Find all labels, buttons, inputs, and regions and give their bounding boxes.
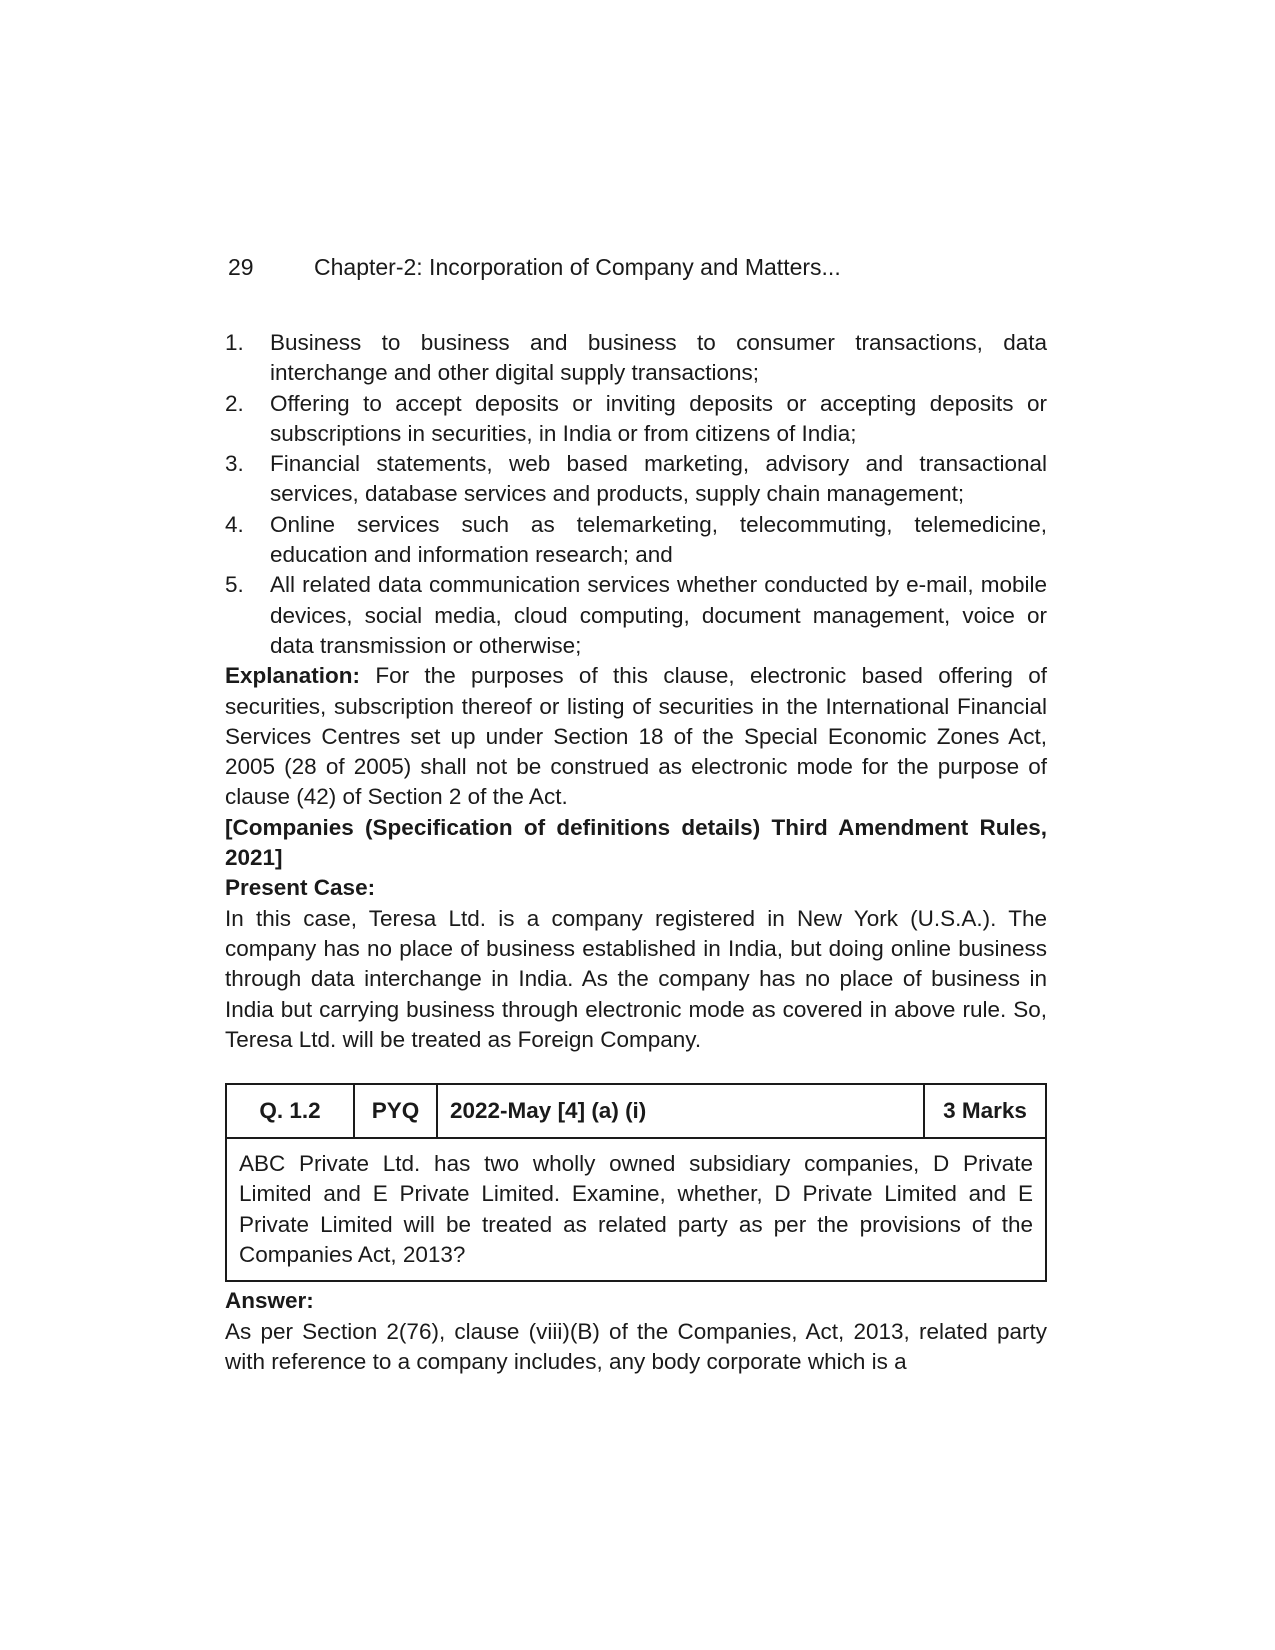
rules-citation: [Companies (Specification of definitions details) Third Amendment Rules, 2021]	[225, 814, 1047, 871]
explanation-paragraph	[225, 661, 1047, 812]
present-case-text: In this case, Teresa Ltd. is a company registered in New York (U.S.A.). The company has no place of business established in India, but doing online business through data interchange in India. As the company has no place of business in India but carrying business through electronic mode as covered in above rule. So, Teresa Ltd. will be treated as Foreign Company.	[225, 905, 1047, 1052]
list-item-number: 1.	[225, 330, 244, 355]
question-box	[225, 1083, 1047, 1282]
list-item-text: Online services such as telemarketing, telecommuting, telemedicine, education and information research; and	[270, 511, 1047, 568]
page-number: 29	[228, 254, 254, 280]
question-marks: 3 Marks	[943, 1097, 1027, 1123]
list-item-text: Offering to accept deposits or inviting deposits or accepting deposits or subscriptions in securities, in India or from citizens of India;	[270, 390, 1047, 446]
list-item	[225, 328, 1047, 389]
list-item-number: 2.	[225, 390, 244, 416]
chapter-title: Chapter-2: Incorporation of Company and Matters...	[314, 254, 841, 280]
question-id: Q. 1.2	[227, 1085, 355, 1137]
list-item	[225, 449, 1047, 510]
list-item	[225, 570, 1047, 661]
list-item	[225, 510, 1047, 571]
list-item-text: All related data communication services whether conducted by e-mail, mobile devices, social media, cloud computing, document management, voice or data transmission or otherwise;	[270, 572, 1047, 658]
list-item	[225, 389, 1047, 450]
explanation-label: Explanation:	[225, 663, 361, 689]
list-item-text: Financial statements, web based marketing, advisory and transactional services, database services and products, supply chain management;	[270, 451, 1047, 507]
present-case-heading: Present Case:	[225, 875, 376, 901]
question-header	[227, 1085, 1045, 1139]
question-text: ABC Private Ltd. has two wholly owned subsidiary companies, D Private Limited and E Private Limited. Examine, whether, D Private Limited and E Private Limited will be treated as related party as per the provisions of the Companies Act, 2013?	[239, 1151, 1033, 1268]
question-reference: 2022-May [4] (a) (i)	[438, 1085, 925, 1137]
list-item-text: Business to business and business to consumer transactions, data interchange and other digital supply transactions;	[270, 330, 1047, 386]
question-type: PYQ	[355, 1085, 438, 1137]
list-item-number: 4.	[225, 511, 244, 537]
list-item-number: 3.	[225, 451, 244, 477]
explanation-text: For the purposes of this clause, electronic based offering of securities, subscription thereof or listing of securities in the International Financial Services Centres set up under Section 18 of the Special Economic Zones Act, 2005 (28 of 2005) shall not be construed as electronic mode for the purpose of clause (42) of Section 2 of the Act.	[225, 663, 1047, 810]
list-item-number: 5.	[225, 572, 244, 598]
definition-list	[225, 328, 1047, 661]
page-content	[225, 328, 1047, 1377]
answer-text: As per Section 2(76), clause (viii)(B) of the Companies, Act, 2013, related party with reference to a company includes, any body corporate which is a	[225, 1318, 1047, 1374]
answer-heading: Answer:	[225, 1288, 314, 1314]
page-header	[228, 254, 841, 281]
